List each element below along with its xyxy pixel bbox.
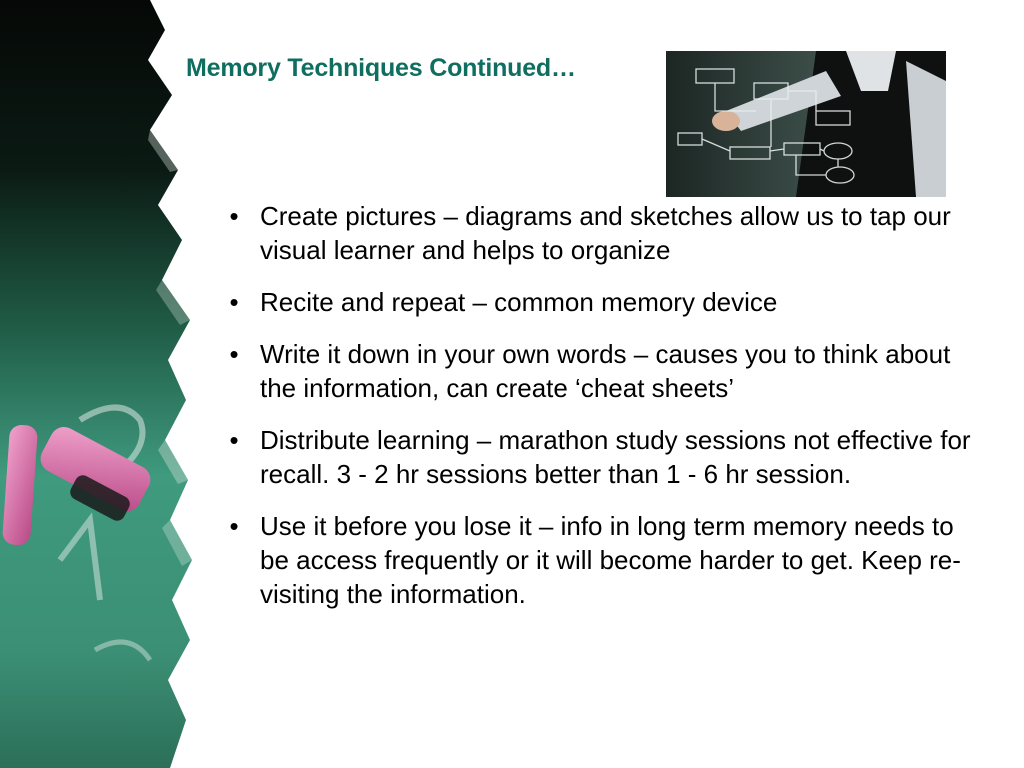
bullet-text: Distribute learning – marathon study sessions not effective for recall. 3 - 2 hr sessions better than 1 - 6 hr session.	[260, 425, 971, 489]
bullet-icon: •	[229, 339, 239, 369]
bullet-icon: •	[229, 425, 239, 455]
bullet-text: Use it before you lose it – info in long term memory needs to be access frequently or it will become harder to get. Keep re-visiting the information.	[260, 511, 961, 609]
bullet-item	[224, 423, 984, 491]
chalkboard-strip-image	[0, 0, 200, 768]
bullet-item	[224, 285, 984, 319]
bullet-item	[224, 337, 984, 405]
bullet-item	[224, 199, 984, 267]
bullet-icon: •	[229, 201, 239, 231]
slide-title: Memory Techniques Continued…	[186, 54, 576, 82]
bullet-text: Create pictures – diagrams and sketches allow us to tap our visual learner and helps to organize	[260, 201, 951, 265]
bullet-item	[224, 509, 984, 611]
bullet-list	[224, 199, 984, 629]
bullet-text: Recite and repeat – common memory device	[260, 287, 778, 317]
bullet-icon: •	[229, 287, 239, 317]
bullet-icon: •	[229, 511, 239, 541]
flowchart-photo	[666, 51, 946, 197]
bullet-text: Write it down in your own words – causes you to think about the information, can create ‘cheat sheets’	[260, 339, 951, 403]
